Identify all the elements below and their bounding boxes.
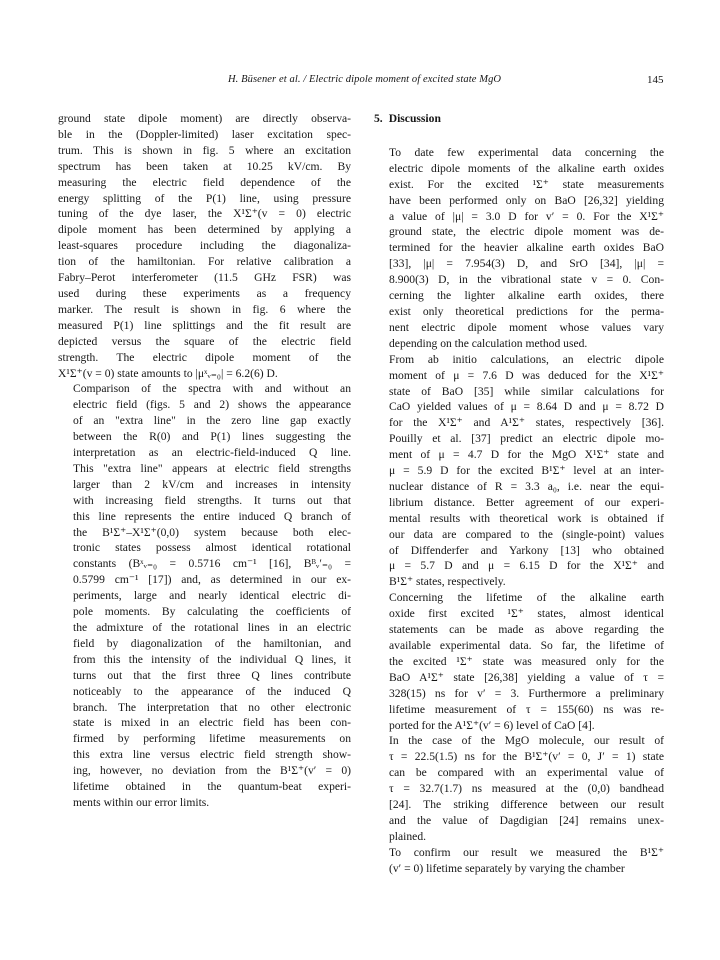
paragraph-dipole-measurement bbox=[58, 111, 351, 381]
text-line: Pouilly et al. [37] predict an electric dipole mo- bbox=[389, 432, 664, 446]
text-line: B¹Σ⁺ states, respectively. bbox=[389, 575, 506, 589]
text-line: noticeably to the appearance of the induced Q bbox=[73, 684, 351, 698]
text-line: CaO yielded values of μ = 8.64 D and μ = 8.72 D bbox=[389, 400, 664, 414]
text-line: depicted versus the square of the electric field bbox=[58, 334, 351, 348]
text-line: energy splitting of the P(1) line, using pressure bbox=[58, 191, 351, 205]
text-line: cerning the lighter alkaline earth oxides, there bbox=[389, 289, 664, 303]
text-line: 0.5799 cm⁻¹ [17]) and, as determined in our ex- bbox=[73, 573, 351, 587]
text-line: dipole moment has been determined by applying a bbox=[58, 223, 351, 237]
text-line: our data are compared to the (single-point) values bbox=[389, 527, 664, 541]
text-line: exist. For the excited ¹Σ⁺ state measurements bbox=[389, 177, 664, 191]
text-line: pole moments. By calculating the coefficients of bbox=[73, 605, 351, 619]
text-line: least-squares procedure including the diagonaliza- bbox=[58, 239, 351, 253]
text-line: state of BaO [35] while similar calculations for bbox=[389, 384, 664, 398]
paragraph-mgo-result bbox=[374, 733, 664, 844]
text-line: μ = 5.7 D and μ = 6.15 D for the X¹Σ⁺ and bbox=[389, 559, 664, 573]
text-line: marker. The result is shown in fig. 6 where the bbox=[58, 302, 351, 316]
text-line: constants (Bˣᵥ₌₀ = 0.5716 cm⁻¹ [16], Bᴮᵥ′₌₀ = bbox=[73, 557, 351, 571]
text-line: ment of μ = 4.7 D for the MgO X¹Σ⁺ state and bbox=[389, 448, 664, 462]
text-line: trum. This is shown in fig. 5 where an excitation bbox=[58, 143, 351, 157]
text-line: Fabry–Perot interferometer (11.5 GHz FSR) was bbox=[58, 271, 351, 285]
section-title: Discussion bbox=[388, 112, 441, 125]
text-line: interpretation as an electric-field-induced Q line. bbox=[73, 446, 351, 460]
left-column bbox=[58, 111, 351, 811]
text-line: and the value of Dagdigian [24] remains unex- bbox=[389, 813, 664, 827]
text-line: ing, however, no deviation from the B¹Σ⁺(v′ = 0) bbox=[73, 764, 351, 778]
text-line: BaO A¹Σ⁺ state [26,38] yielding a value of τ = bbox=[389, 670, 664, 684]
paragraph-experimental-data bbox=[374, 145, 664, 352]
text-line: [24]. The striking difference between our result bbox=[389, 798, 664, 812]
text-line: larger than 2 kV/cm and increases in intensity bbox=[73, 477, 351, 491]
text-line: measured P(1) line splittings and the fit result are bbox=[58, 318, 351, 332]
text-line: lifetime obtained in the quantum-beat experi- bbox=[73, 780, 351, 794]
text-line: τ = 22.5(1.5) ns for the B¹Σ⁺(v′ = 0, J′ = 1) state bbox=[389, 750, 664, 764]
text-line: exist only theoretical predictions for the perma- bbox=[389, 304, 664, 318]
paragraph-confirm bbox=[374, 845, 664, 877]
text-line: ments within our error limits. bbox=[73, 795, 210, 809]
text-line: Comparison of the spectra with and without an bbox=[73, 382, 351, 396]
text-line: tronic states possess almost identical rotational bbox=[73, 541, 351, 555]
text-line: ground state dipole moment) are directly observa- bbox=[58, 112, 351, 125]
text-line: the B¹Σ⁺–X¹Σ⁺(0,0) system because both elec- bbox=[73, 525, 351, 539]
text-line: with increasing field strengths. It turns out that bbox=[73, 493, 351, 507]
text-line: τ = 32.7(1.7) ns measured at the (0,0) bandhead bbox=[389, 782, 664, 796]
text-line: this line represents the entire induced Q branch of bbox=[73, 509, 351, 523]
text-line: 328(15) ns for v′ = 3. Furthermore a preliminary bbox=[389, 686, 664, 700]
text-line: This "extra line" appears at electric field strengths bbox=[73, 461, 351, 475]
text-line: state is mixed in an electric field has been con- bbox=[73, 716, 351, 730]
text-line: From ab initio calculations, an electric dipole bbox=[389, 352, 664, 366]
text-line: of an "extra line" in the zero line gap exactly bbox=[73, 414, 351, 428]
text-line: turns out that the first three Q lines contribute bbox=[73, 668, 351, 682]
text-line: μ = 5.9 D for the excited B¹Σ⁺ level at an inter- bbox=[389, 464, 664, 478]
text-line: 8.900(3) D, in the vibrational state v = 0. Con- bbox=[389, 273, 664, 287]
text-line: mental results with theoretical work is obtained if bbox=[389, 511, 664, 525]
text-line: (v′ = 0) lifetime separately by varying the chamber bbox=[389, 861, 625, 875]
text-line: between the R(0) and P(1) lines suggesting the bbox=[73, 430, 351, 444]
paragraph-lifetime bbox=[374, 590, 664, 733]
text-line: statements can be made as above regarding the bbox=[389, 623, 664, 637]
text-line: field by diagonalization of the hamiltonian, and bbox=[73, 636, 351, 650]
text-line: available experimental data. So far, the lifetime of bbox=[389, 639, 664, 652]
text-line: this extra line versus electric field strength show- bbox=[73, 748, 351, 762]
text-line: nuclear distance of R = 3.3 a₀, i.e. near the equi- bbox=[389, 479, 664, 493]
text-line: ble in the (Doppler-limited) laser excitation spec- bbox=[58, 127, 351, 141]
text-line: ground state, the electric dipole moment was de- bbox=[389, 225, 664, 239]
text-line: strength. The electric dipole moment of the bbox=[58, 350, 351, 364]
text-line: the excited ¹Σ⁺ state was measured only for the bbox=[389, 654, 664, 668]
text-line: a value of |μ| = 3.0 D for v′ = 0. For the X¹Σ⁺ bbox=[389, 209, 664, 223]
text-line: periments, large and nearly identical electric di- bbox=[73, 589, 351, 603]
text-line: termined for the heavier alkaline earth oxides BaO bbox=[389, 241, 664, 255]
paragraph-extra-line bbox=[58, 381, 351, 810]
text-line: oxide first excited ¹Σ⁺ states, almost identical bbox=[389, 607, 664, 621]
text-line: from this the intensity of the individual Q lines, it bbox=[73, 652, 351, 666]
text-line: electric field (figs. 5 and 2) shows the appearance bbox=[73, 398, 351, 412]
text-line: To confirm our result we measured the B¹Σ⁺ bbox=[389, 845, 664, 859]
text-line: used during these experiments as a frequency bbox=[58, 286, 351, 300]
text-line: librium distance. Better agreement of our experi- bbox=[389, 495, 664, 509]
text-line: lifetime measurement of τ = 155(60) ns was re- bbox=[389, 702, 664, 716]
text-line: of Diffenderfer and Yarkony [13] who obtained bbox=[389, 543, 664, 557]
right-column bbox=[374, 111, 664, 877]
text-line: electric dipole moments of the alkaline earth oxides bbox=[389, 161, 664, 175]
text-line: for the X¹Σ⁺ and A¹Σ⁺ states, respectively [36]. bbox=[389, 416, 664, 430]
text-line: To date few experimental data concerning the bbox=[389, 145, 664, 159]
text-line: depending on the calculation method used. bbox=[389, 336, 588, 350]
text-line: tuning of the dye laser, the X¹Σ⁺(v = 0) electric bbox=[58, 207, 351, 221]
text-line: ported for the A¹Σ⁺(v′ = 6) level of CaO [4]. bbox=[389, 718, 595, 732]
running-head: H. Büsener et al. / Electric dipole moment of excited state MgO bbox=[228, 74, 502, 85]
text-line: measuring the electric field dependence of the bbox=[58, 175, 351, 189]
text-line: the admixture of the rotational lines in an electric bbox=[73, 621, 351, 634]
text-line: can be compared with an experimental value of bbox=[389, 766, 664, 780]
text-line: Concerning the lifetime of the alkaline earth bbox=[389, 591, 664, 605]
page-header bbox=[0, 74, 720, 90]
text-line: tion of the hamiltonian. For relative calibration a bbox=[58, 255, 351, 269]
text-line: [33], |μ| = 7.954(3) D, and SrO [34], |μ| = bbox=[389, 257, 664, 271]
text-line: firmed by performing lifetime measurements on bbox=[73, 732, 351, 746]
text-line: X¹Σ⁺(v = 0) state amounts to |μˣᵥ₌₀| = 6.2(6) D. bbox=[58, 366, 278, 380]
text-line: plained. bbox=[389, 829, 427, 843]
text-line: nent electric dipole moment whose values vary bbox=[389, 320, 664, 334]
section-number: 5. bbox=[374, 112, 383, 125]
section-heading bbox=[374, 111, 664, 127]
text-line: branch. The interpretation that no other electronic bbox=[73, 700, 351, 714]
text-line: moment of μ = 7.6 D was deduced for the X¹Σ⁺ bbox=[389, 368, 664, 382]
text-line: have been performed only on BaO [26,32] yielding bbox=[389, 193, 664, 207]
text-line: spectrum has been taken at 10.25 kV/cm. By bbox=[58, 159, 351, 173]
text-line: In the case of the MgO molecule, our result of bbox=[389, 734, 664, 748]
page-number: 145 bbox=[647, 74, 664, 86]
paragraph-ab-initio bbox=[374, 352, 664, 591]
